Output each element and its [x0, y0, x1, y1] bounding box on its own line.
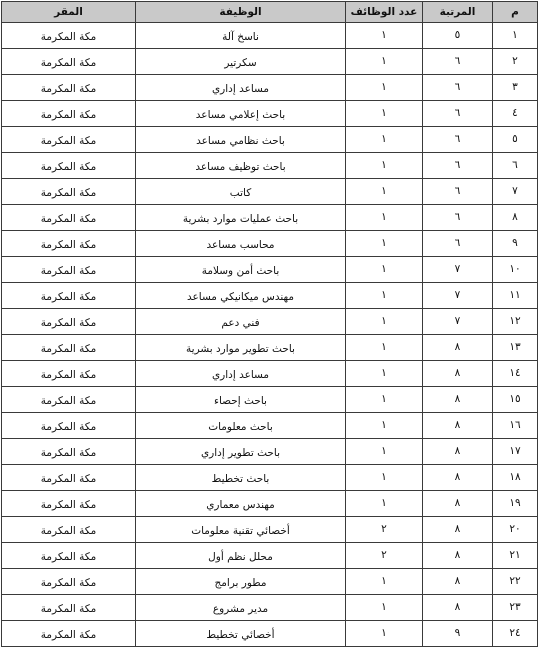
cell-grade: ٩ — [423, 621, 493, 647]
cell-grade: ٦ — [423, 127, 493, 153]
cell-count: ١ — [346, 569, 423, 595]
cell-count: ١ — [346, 309, 423, 335]
cell-num: ٩ — [493, 231, 538, 257]
cell-title: فني دعم — [136, 309, 346, 335]
cell-hq: مكة المكرمة — [2, 101, 136, 127]
cell-hq: مكة المكرمة — [2, 569, 136, 595]
cell-hq: مكة المكرمة — [2, 205, 136, 231]
cell-title: محاسب مساعد — [136, 231, 346, 257]
cell-count: ١ — [346, 231, 423, 257]
table-body — [2, 23, 538, 647]
cell-hq: مكة المكرمة — [2, 23, 136, 49]
cell-title: مساعد إداري — [136, 75, 346, 101]
cell-grade: ٧ — [423, 257, 493, 283]
cell-grade: ٦ — [423, 153, 493, 179]
cell-count: ٢ — [346, 517, 423, 543]
cell-grade: ٨ — [423, 595, 493, 621]
table-row — [2, 231, 538, 257]
table-row — [2, 179, 538, 205]
cell-num: ٤ — [493, 101, 538, 127]
cell-hq: مكة المكرمة — [2, 413, 136, 439]
cell-hq: مكة المكرمة — [2, 75, 136, 101]
cell-count: ١ — [346, 205, 423, 231]
cell-title: باحث تطوير إداري — [136, 439, 346, 465]
cell-count: ١ — [346, 465, 423, 491]
cell-count: ١ — [346, 23, 423, 49]
cell-count: ١ — [346, 413, 423, 439]
cell-hq: مكة المكرمة — [2, 257, 136, 283]
cell-title: باحث معلومات — [136, 413, 346, 439]
cell-title: باحث إحصاء — [136, 387, 346, 413]
cell-title: مساعد إداري — [136, 361, 346, 387]
header-count: عدد الوظائف — [346, 2, 423, 23]
cell-grade: ٨ — [423, 361, 493, 387]
cell-title: باحث أمن وسلامة — [136, 257, 346, 283]
cell-num: ١٣ — [493, 335, 538, 361]
cell-num: ٦ — [493, 153, 538, 179]
cell-num: ٢٤ — [493, 621, 538, 647]
cell-grade: ٧ — [423, 309, 493, 335]
cell-num: ١١ — [493, 283, 538, 309]
cell-title: باحث تخطيط — [136, 465, 346, 491]
cell-grade: ٦ — [423, 179, 493, 205]
cell-grade: ٨ — [423, 387, 493, 413]
cell-hq: مكة المكرمة — [2, 543, 136, 569]
cell-title: مهندس معماري — [136, 491, 346, 517]
cell-count: ١ — [346, 257, 423, 283]
cell-grade: ٨ — [423, 517, 493, 543]
cell-hq: مكة المكرمة — [2, 439, 136, 465]
cell-count: ١ — [346, 387, 423, 413]
cell-hq: مكة المكرمة — [2, 127, 136, 153]
cell-count: ١ — [346, 361, 423, 387]
cell-num: ٢ — [493, 49, 538, 75]
cell-num: ١٤ — [493, 361, 538, 387]
cell-grade: ٨ — [423, 569, 493, 595]
jobs-table — [1, 1, 538, 647]
table-row — [2, 361, 538, 387]
cell-grade: ٦ — [423, 205, 493, 231]
table-header — [2, 2, 538, 23]
header-num: م — [493, 2, 538, 23]
table-row — [2, 153, 538, 179]
header-grade: المرتبة — [423, 2, 493, 23]
table-row — [2, 283, 538, 309]
cell-grade: ٨ — [423, 491, 493, 517]
table-row — [2, 621, 538, 647]
cell-grade: ٨ — [423, 543, 493, 569]
cell-count: ١ — [346, 49, 423, 75]
cell-title: مدير مشروع — [136, 595, 346, 621]
header-title: الوظيفة — [136, 2, 346, 23]
cell-count: ١ — [346, 127, 423, 153]
table-row — [2, 127, 538, 153]
cell-count: ١ — [346, 179, 423, 205]
cell-num: ١٩ — [493, 491, 538, 517]
cell-count: ٢ — [346, 543, 423, 569]
cell-hq: مكة المكرمة — [2, 361, 136, 387]
cell-hq: مكة المكرمة — [2, 387, 136, 413]
table-row — [2, 439, 538, 465]
cell-hq: مكة المكرمة — [2, 179, 136, 205]
cell-num: ٢١ — [493, 543, 538, 569]
cell-count: ١ — [346, 335, 423, 361]
cell-count: ١ — [346, 595, 423, 621]
cell-num: ١٦ — [493, 413, 538, 439]
cell-title: مهندس ميكانيكي مساعد — [136, 283, 346, 309]
table-row — [2, 309, 538, 335]
cell-hq: مكة المكرمة — [2, 621, 136, 647]
cell-hq: مكة المكرمة — [2, 595, 136, 621]
table-row — [2, 49, 538, 75]
cell-count: ١ — [346, 153, 423, 179]
cell-hq: مكة المكرمة — [2, 465, 136, 491]
cell-grade: ٨ — [423, 335, 493, 361]
table-row — [2, 23, 538, 49]
cell-title: سكرتير — [136, 49, 346, 75]
header-hq: المقر — [2, 2, 136, 23]
cell-num: ١ — [493, 23, 538, 49]
cell-title: محلل نظم أول — [136, 543, 346, 569]
cell-title: باحث توظيف مساعد — [136, 153, 346, 179]
cell-hq: مكة المكرمة — [2, 49, 136, 75]
cell-grade: ٥ — [423, 23, 493, 49]
cell-title: باحث نظامي مساعد — [136, 127, 346, 153]
cell-count: ١ — [346, 283, 423, 309]
cell-num: ٢٣ — [493, 595, 538, 621]
cell-grade: ٦ — [423, 75, 493, 101]
cell-hq: مكة المكرمة — [2, 335, 136, 361]
table-row — [2, 491, 538, 517]
cell-grade: ٦ — [423, 101, 493, 127]
cell-hq: مكة المكرمة — [2, 283, 136, 309]
header-row — [2, 2, 538, 23]
cell-hq: مكة المكرمة — [2, 309, 136, 335]
table-row — [2, 387, 538, 413]
cell-num: ٢٠ — [493, 517, 538, 543]
table-row — [2, 465, 538, 491]
cell-num: ١٢ — [493, 309, 538, 335]
cell-hq: مكة المكرمة — [2, 491, 136, 517]
cell-title: ناسخ آلة — [136, 23, 346, 49]
table-row — [2, 543, 538, 569]
cell-title: كاتب — [136, 179, 346, 205]
cell-grade: ٨ — [423, 413, 493, 439]
table-row — [2, 517, 538, 543]
cell-num: ٥ — [493, 127, 538, 153]
cell-grade: ٧ — [423, 283, 493, 309]
cell-hq: مكة المكرمة — [2, 517, 136, 543]
cell-count: ١ — [346, 621, 423, 647]
table-row — [2, 335, 538, 361]
cell-num: ١٨ — [493, 465, 538, 491]
cell-num: ٨ — [493, 205, 538, 231]
cell-num: ٢٢ — [493, 569, 538, 595]
cell-count: ١ — [346, 101, 423, 127]
cell-hq: مكة المكرمة — [2, 153, 136, 179]
cell-num: ٧ — [493, 179, 538, 205]
cell-num: ١٧ — [493, 439, 538, 465]
cell-title: مطور برامج — [136, 569, 346, 595]
cell-grade: ٨ — [423, 465, 493, 491]
cell-title: باحث إعلامي مساعد — [136, 101, 346, 127]
cell-num: ٣ — [493, 75, 538, 101]
jobs-table-container — [1, 1, 537, 647]
table-row — [2, 595, 538, 621]
cell-count: ١ — [346, 439, 423, 465]
table-row — [2, 257, 538, 283]
cell-grade: ٦ — [423, 231, 493, 257]
cell-num: ١٠ — [493, 257, 538, 283]
table-row — [2, 101, 538, 127]
cell-title: أخصائي تقنية معلومات — [136, 517, 346, 543]
cell-title: أخصائي تخطيط — [136, 621, 346, 647]
cell-title: باحث تطوير موارد بشرية — [136, 335, 346, 361]
cell-num: ١٥ — [493, 387, 538, 413]
cell-grade: ٨ — [423, 439, 493, 465]
table-row — [2, 75, 538, 101]
cell-count: ١ — [346, 75, 423, 101]
table-row — [2, 205, 538, 231]
cell-title: باحث عمليات موارد بشرية — [136, 205, 346, 231]
cell-grade: ٦ — [423, 49, 493, 75]
cell-hq: مكة المكرمة — [2, 231, 136, 257]
cell-count: ١ — [346, 491, 423, 517]
table-row — [2, 413, 538, 439]
